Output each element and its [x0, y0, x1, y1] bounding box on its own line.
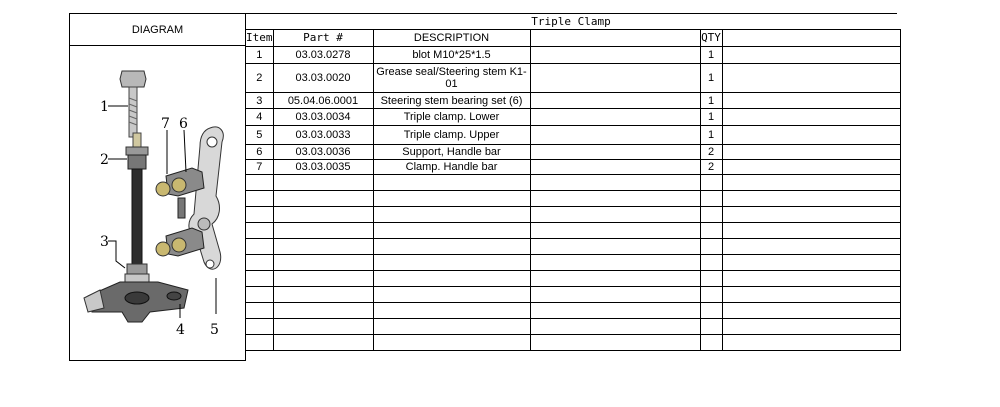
table-row — [246, 145, 901, 160]
empty-cell — [373, 191, 530, 207]
cell-item: 1 — [246, 47, 274, 64]
empty-cell — [373, 335, 530, 351]
cell-description: blot M10*25*1.5 — [373, 47, 530, 64]
cell-qty: 1 — [700, 109, 722, 126]
empty-cell — [246, 319, 274, 335]
cell-qty: 2 — [700, 145, 722, 160]
table-row — [246, 160, 901, 175]
empty-table-row — [246, 255, 901, 271]
empty-cell — [530, 335, 700, 351]
empty-cell — [373, 319, 530, 335]
empty-cell — [722, 191, 900, 207]
empty-table-row — [246, 319, 901, 335]
cell-part-number: 05.04.06.0001 — [273, 93, 373, 109]
callout-2: 2 — [100, 152, 109, 168]
empty-cell — [273, 319, 373, 335]
empty-cell — [273, 303, 373, 319]
empty-cell — [373, 239, 530, 255]
empty-cell — [273, 207, 373, 223]
table-header-row — [246, 30, 901, 47]
empty-cell — [700, 335, 722, 351]
cell-description: Clamp. Handle bar — [373, 160, 530, 175]
cell-item: 2 — [246, 64, 274, 93]
cell-blank-2 — [722, 93, 900, 109]
empty-cell — [530, 207, 700, 223]
callout-3: 3 — [100, 234, 109, 250]
empty-table-row — [246, 271, 901, 287]
steering-stem-part — [125, 133, 149, 282]
empty-cell — [722, 207, 900, 223]
empty-cell — [700, 287, 722, 303]
diagram-panel — [69, 45, 246, 361]
cell-blank-1 — [530, 145, 700, 160]
empty-cell — [530, 319, 700, 335]
empty-cell — [273, 175, 373, 191]
cell-description: Triple clamp. Upper — [373, 126, 530, 145]
triple-clamp-exploded-drawing — [70, 46, 245, 360]
empty-cell — [273, 335, 373, 351]
cell-description: Grease seal/Steering stem K1-01 — [373, 64, 530, 93]
cell-item: 5 — [246, 126, 274, 145]
empty-cell — [722, 239, 900, 255]
table-title: Triple Clamp — [245, 13, 897, 30]
header-blank-1 — [530, 30, 700, 47]
empty-cell — [373, 303, 530, 319]
handlebar-support-lower — [156, 228, 204, 256]
empty-cell — [246, 271, 274, 287]
cell-blank-1 — [530, 64, 700, 93]
empty-cell — [246, 255, 274, 271]
cell-qty: 2 — [700, 160, 722, 175]
cell-description: Support, Handle bar — [373, 145, 530, 160]
cell-blank-2 — [722, 64, 900, 93]
lower-triple-clamp-part — [84, 282, 188, 322]
cell-item: 7 — [246, 160, 274, 175]
empty-cell — [246, 303, 274, 319]
cell-blank-2 — [722, 126, 900, 145]
callout-6: 6 — [179, 116, 188, 132]
empty-cell — [530, 255, 700, 271]
bolt-part — [120, 71, 146, 137]
empty-cell — [373, 223, 530, 239]
empty-cell — [722, 255, 900, 271]
cell-part-number: 03.03.0034 — [273, 109, 373, 126]
empty-cell — [246, 335, 274, 351]
cell-part-number: 03.03.0036 — [273, 145, 373, 160]
empty-cell — [530, 175, 700, 191]
empty-table-row — [246, 207, 901, 223]
empty-cell — [273, 223, 373, 239]
cell-description: Triple clamp. Lower — [373, 109, 530, 126]
empty-cell — [700, 191, 722, 207]
cell-description: Steering stem bearing set (6) — [373, 93, 530, 109]
empty-cell — [700, 207, 722, 223]
empty-cell — [373, 271, 530, 287]
empty-table-row — [246, 335, 901, 351]
cell-qty: 1 — [700, 93, 722, 109]
empty-table-row — [246, 175, 901, 191]
cell-item: 4 — [246, 109, 274, 126]
cell-qty: 1 — [700, 64, 722, 93]
header-description: DESCRIPTION — [373, 30, 530, 47]
empty-cell — [530, 223, 700, 239]
parts-table — [245, 29, 901, 351]
empty-cell — [273, 239, 373, 255]
callout-line-6 — [184, 130, 186, 172]
empty-cell — [700, 255, 722, 271]
empty-cell — [246, 287, 274, 303]
table-row — [246, 47, 901, 64]
header-qty: QTY — [700, 30, 722, 47]
empty-cell — [722, 303, 900, 319]
empty-cell — [373, 175, 530, 191]
header-part-number: Part # — [273, 30, 373, 47]
callout-7: 7 — [161, 116, 170, 132]
callout-line-3 — [108, 241, 125, 268]
empty-table-row — [246, 191, 901, 207]
empty-cell — [530, 191, 700, 207]
empty-cell — [273, 191, 373, 207]
header-blank-2 — [722, 30, 900, 47]
empty-cell — [273, 271, 373, 287]
cell-item: 6 — [246, 145, 274, 160]
callout-1: 1 — [100, 99, 109, 115]
empty-cell — [700, 223, 722, 239]
empty-cell — [246, 239, 274, 255]
callout-4: 4 — [176, 322, 185, 338]
empty-cell — [722, 223, 900, 239]
empty-cell — [273, 287, 373, 303]
empty-table-row — [246, 239, 901, 255]
cell-blank-2 — [722, 47, 900, 64]
empty-cell — [722, 287, 900, 303]
cell-part-number: 03.03.0035 — [273, 160, 373, 175]
empty-table-row — [246, 303, 901, 319]
cell-blank-1 — [530, 93, 700, 109]
empty-cell — [373, 207, 530, 223]
empty-cell — [700, 271, 722, 287]
diagram-header: DIAGRAM — [69, 13, 246, 46]
cell-part-number: 03.03.0033 — [273, 126, 373, 145]
empty-cell — [246, 175, 274, 191]
cell-blank-1 — [530, 47, 700, 64]
empty-cell — [246, 207, 274, 223]
table-row — [246, 126, 901, 145]
empty-cell — [373, 287, 530, 303]
empty-cell — [246, 191, 274, 207]
empty-cell — [700, 319, 722, 335]
cell-qty: 1 — [700, 126, 722, 145]
cell-blank-2 — [722, 145, 900, 160]
empty-cell — [722, 335, 900, 351]
cell-blank-2 — [722, 160, 900, 175]
cell-part-number: 03.03.0278 — [273, 47, 373, 64]
empty-cell — [273, 255, 373, 271]
table-row — [246, 64, 901, 93]
empty-table-row — [246, 223, 901, 239]
empty-cell — [700, 303, 722, 319]
empty-table-row — [246, 287, 901, 303]
empty-cell — [722, 319, 900, 335]
cell-part-number: 03.03.0020 — [273, 64, 373, 93]
empty-cell — [530, 287, 700, 303]
empty-cell — [246, 223, 274, 239]
table-row — [246, 109, 901, 126]
empty-cell — [722, 271, 900, 287]
cell-blank-2 — [722, 109, 900, 126]
header-item: Item — [246, 30, 274, 47]
callout-5: 5 — [210, 322, 219, 338]
cell-qty: 1 — [700, 47, 722, 64]
cell-blank-1 — [530, 126, 700, 145]
empty-cell — [530, 271, 700, 287]
cell-item: 3 — [246, 93, 274, 109]
table-row — [246, 93, 901, 109]
empty-cell — [530, 303, 700, 319]
empty-cell — [530, 239, 700, 255]
cell-blank-1 — [530, 109, 700, 126]
empty-cell — [373, 255, 530, 271]
empty-cell — [722, 175, 900, 191]
empty-cell — [700, 239, 722, 255]
empty-cell — [700, 175, 722, 191]
cell-blank-1 — [530, 160, 700, 175]
